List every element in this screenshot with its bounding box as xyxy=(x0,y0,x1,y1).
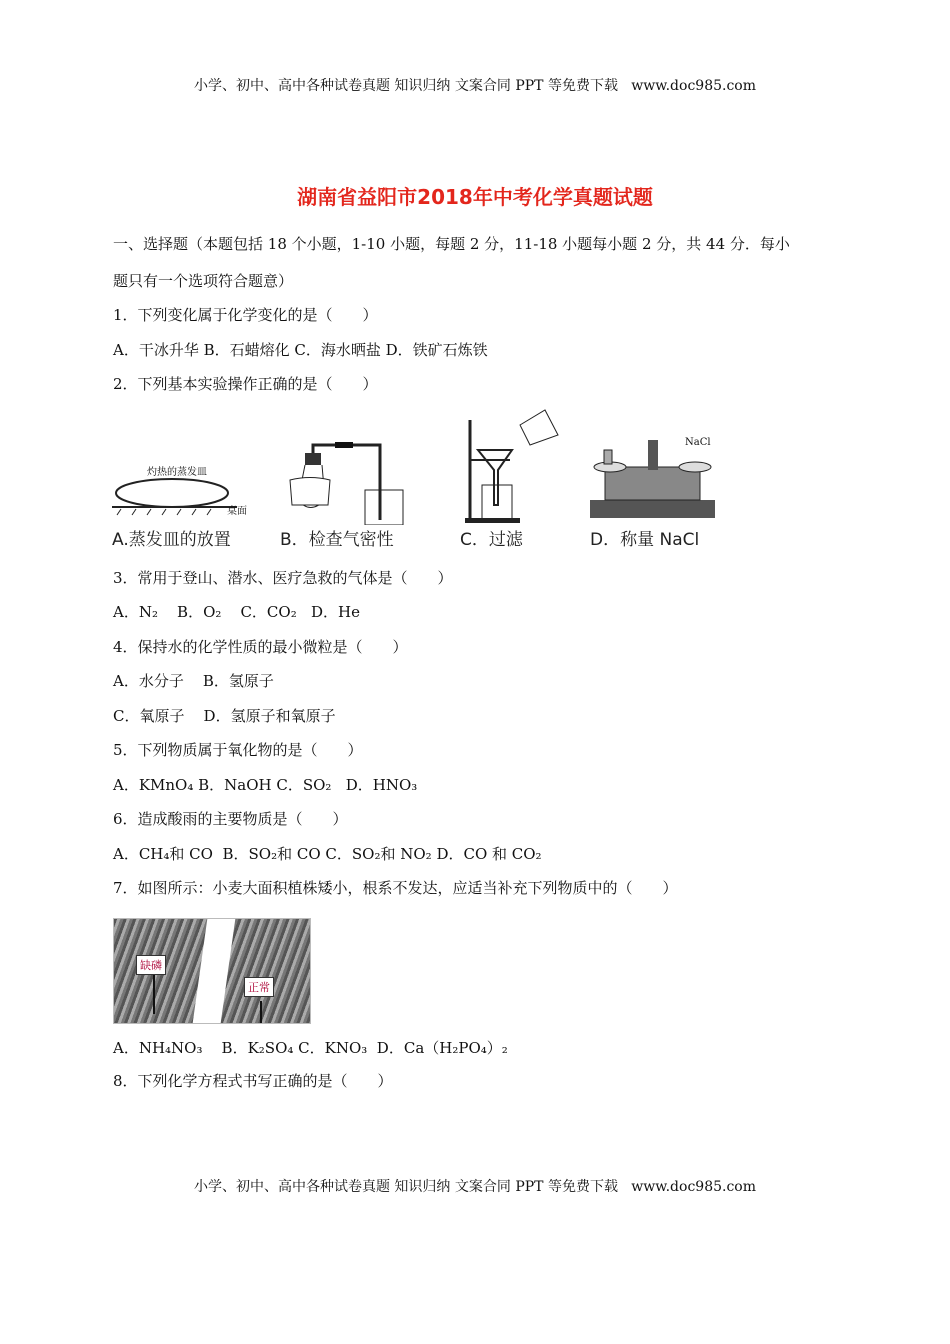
figure-caption-d: D．称量 NaCl xyxy=(590,530,700,550)
q1-options: A．干冰升华 B．石蜡熔化 C．海水晒盐 D．铁矿石炼铁 xyxy=(113,341,488,359)
page-header: 小学、初中、高中各种试卷真题 知识归纳 文案合同 PPT 等免费下载 www.doc985.com xyxy=(193,78,756,94)
q4-stem: 4．保持水的化学性质的最小微粒是（ ） xyxy=(113,638,408,656)
q2-stem: 2．下列基本实验操作正确的是（ ） xyxy=(113,375,378,393)
figure-weighing xyxy=(590,405,720,550)
q1-stem: 1．下列变化属于化学变化的是（ ） xyxy=(113,306,378,324)
sign-normal: 正常 xyxy=(244,977,274,997)
section-intro: 一、选择题（本题包括 18 个小题，1-10 小题，每题 2 分，11-18 小题每小题 2 分，共 44 分．每小 xyxy=(113,235,790,253)
q3-options: A．N₂ B．O₂ C．CO₂ D．He xyxy=(113,603,361,621)
figure-caption-b: B．检查气密性 xyxy=(280,530,394,550)
figure-airtightness xyxy=(280,405,420,550)
sign-phosphorus-deficient: 缺磷 xyxy=(136,955,166,975)
figure-caption-c: C．过滤 xyxy=(460,530,523,550)
q5-options: A．KMnO₄ B．NaOH C．SO₂ D．HNO₃ xyxy=(113,776,418,794)
section-intro-cont: 题只有一个选项符合题意） xyxy=(113,272,294,290)
figure-filtration xyxy=(460,405,570,550)
nacl-label: NaCl xyxy=(685,437,711,448)
filtration-drawing xyxy=(460,405,570,525)
wheat-field-photo xyxy=(113,918,311,1024)
page-footer: 小学、初中、高中各种试卷真题 知识归纳 文案合同 PPT 等免费下载 www.doc985.com xyxy=(193,1179,756,1195)
q4-options-2: C．氧原子 D．氢原子和氧原子 xyxy=(113,707,336,725)
q6-stem: 6．造成酸雨的主要物质是（ ） xyxy=(113,810,348,828)
dish-label: 灼热的蒸发皿 xyxy=(147,467,207,478)
table-label: 桌面 xyxy=(227,506,247,517)
page-title: 湖南省益阳市2018年中考化学真题试题 xyxy=(297,185,653,209)
q7-stem: 7．如图所示：小麦大面积植株矮小，根系不发达，应适当补充下列物质中的（ ） xyxy=(113,879,678,897)
figure-caption-a: A.蒸发皿的放置 xyxy=(112,530,231,550)
q6-options: A．CH₄和 CO B．SO₂和 CO C．SO₂和 NO₂ D．CO 和 CO₂ xyxy=(113,845,542,863)
airtightness-drawing xyxy=(280,405,420,525)
q3-stem: 3．常用于登山、潜水、医疗急救的气体是（ ） xyxy=(113,569,453,587)
q5-stem: 5．下列物质属于氧化物的是（ ） xyxy=(113,741,363,759)
balance-drawing xyxy=(590,405,720,525)
q4-options-1: A．水分子 B．氢原子 xyxy=(113,672,274,690)
figure-evaporating-dish xyxy=(112,405,262,550)
q7-options: A．NH₄NO₃ B．K₂SO₄ C．KNO₃ D．Ca（H₂PO₄）₂ xyxy=(113,1039,508,1057)
q8-stem: 8．下列化学方程式书写正确的是（ ） xyxy=(113,1072,393,1090)
